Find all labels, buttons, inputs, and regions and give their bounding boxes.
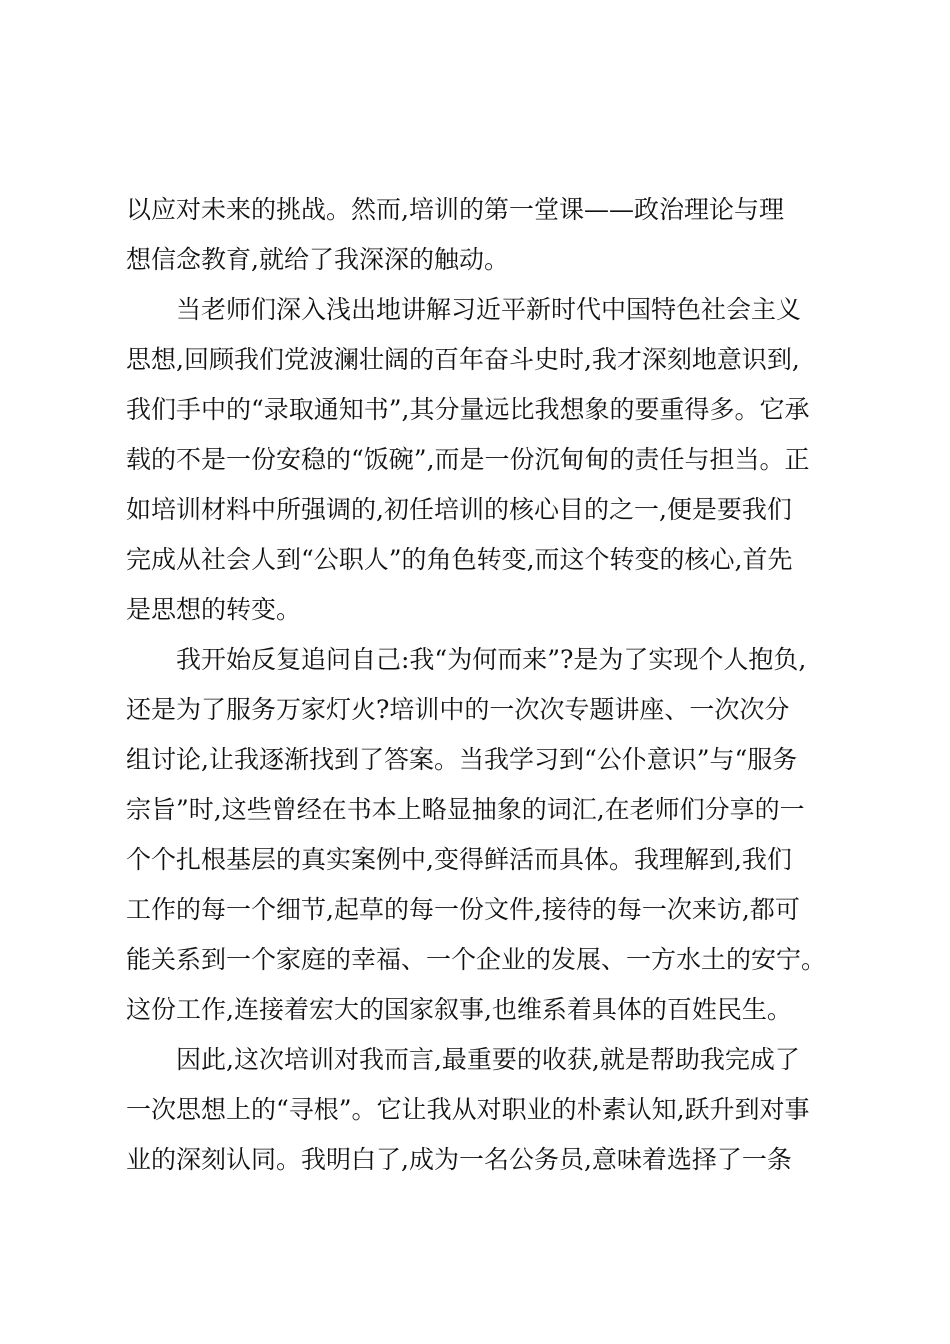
paragraph-2 xyxy=(126,293,846,626)
paragraph-line: 思想,回顾我们党波澜壮阔的百年奋斗史时,我才深刻地意识到, xyxy=(126,345,800,374)
paragraph-3 xyxy=(126,643,846,1026)
paragraph-line: 组讨论,让我逐渐找到了答案。当我学习到“公仆意识”与“服务 xyxy=(126,745,798,774)
paragraph-4 xyxy=(126,1043,846,1176)
paragraph-line: 想信念教育,就给了我深深的触动。 xyxy=(126,245,509,274)
paragraph-line: 这份工作,连接着宏大的国家叙事,也维系着具体的百姓民生。 xyxy=(126,995,792,1024)
paragraph-line: 当老师们深入浅出地讲解习近平新时代中国特色社会主义 xyxy=(176,295,802,324)
paragraph-line: 我开始反复追问自己:我“为何而来”?是为了实现个人抱负, xyxy=(176,645,807,674)
paragraph-line: 一次思想上的“寻根”。它让我从对职业的朴素认知,跃升到对事 xyxy=(126,1095,810,1124)
paragraph-line: 以应对未来的挑战。然而,培训的第一堂课——政治理论与理 xyxy=(126,195,784,224)
paragraph-line: 业的深刻认同。我明白了,成为一名公务员,意味着选择了一条 xyxy=(126,1145,792,1174)
paragraph-line: 能关系到一个家庭的幸福、一个企业的发展、一方水土的安宁。 xyxy=(126,945,827,974)
paragraph-line: 载的不是一份安稳的“饭碗”,而是一份沉甸甸的责任与担当。正 xyxy=(126,445,810,474)
paragraph-line: 宗旨”时,这些曾经在书本上略显抽象的词汇,在老师们分享的一 xyxy=(126,795,805,824)
paragraph-line: 工作的每一个细节,起草的每一份文件,接待的每一次来访,都可 xyxy=(126,895,800,924)
paragraph-line: 是思想的转变。 xyxy=(126,595,302,624)
paragraph-line: 我们手中的“录取通知书”,其分量远比我想象的要重得多。它承 xyxy=(126,395,810,424)
body-text xyxy=(126,193,846,1176)
paragraph-line: 因此,这次培训对我而言,最重要的收获,就是帮助我完成了 xyxy=(176,1045,800,1074)
paragraph-line: 如培训材料中所强调的,初任培训的核心目的之一,便是要我们 xyxy=(126,495,792,524)
paragraph-1 xyxy=(126,193,846,276)
paragraph-line: 个个扎根基层的真实案例中,变得鲜活而具体。我理解到,我们 xyxy=(126,845,792,874)
paragraph-line: 完成从社会人到“公职人”的角色转变,而这个转变的核心,首先 xyxy=(126,545,793,574)
paragraph-line: 还是为了服务万家灯火?培训中的一次次专题讲座、一次次分 xyxy=(126,695,790,724)
